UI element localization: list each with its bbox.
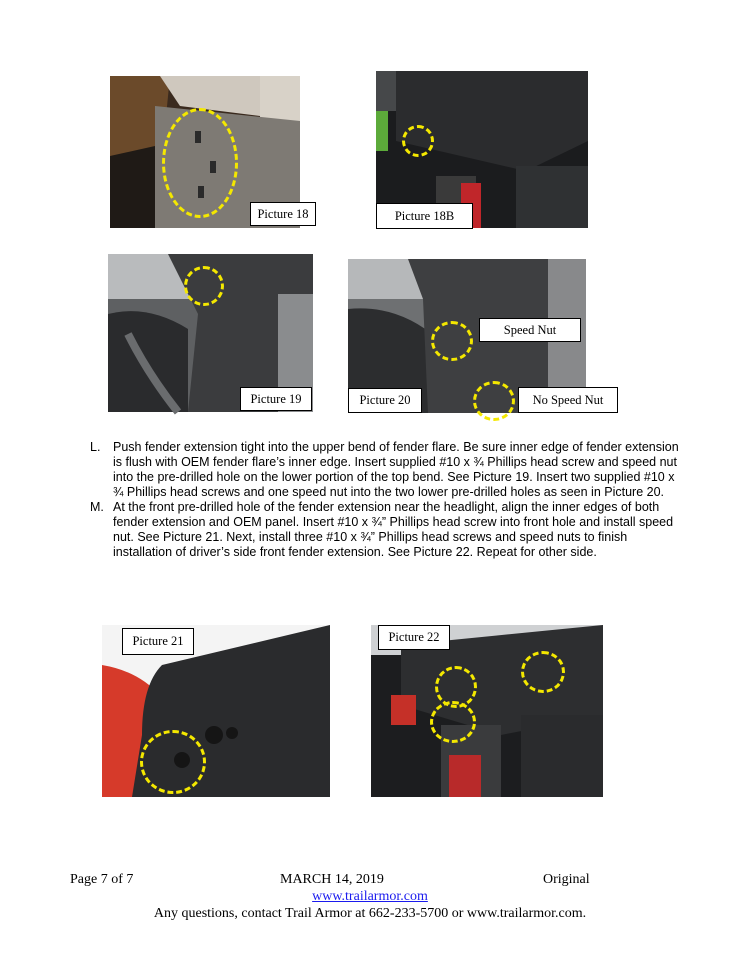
highlight-circle: [402, 125, 434, 157]
footer-page-number: Page 7 of 7: [70, 872, 134, 887]
highlight-circle: [431, 321, 473, 361]
footer-status: Original: [543, 872, 590, 887]
instruction-steps: [90, 440, 680, 560]
picture-18b-caption: Picture 18B: [376, 203, 473, 229]
highlight-circle: [430, 701, 476, 743]
footer-contact: Any questions, contact Trail Armor at 662-233-5700 or www.trailarmor.com.: [153, 906, 587, 921]
photo-picture-19: [108, 254, 313, 412]
step-m: [90, 500, 680, 560]
step-letter: L.: [90, 440, 101, 454]
step-l: [90, 440, 680, 500]
photo-picture-18b: [376, 71, 588, 228]
photo-picture-22: [371, 625, 603, 797]
highlight-circle: [473, 381, 515, 421]
photo-picture-20: [348, 259, 604, 413]
website-link[interactable]: www.trailarmor.com: [312, 889, 428, 904]
highlight-circle: [184, 266, 224, 306]
step-text: At the front pre-drilled hole of the fender extension near the headlight, align the inner edges of both fender extension and OEM panel. Insert #10 x ¾” Phillips head screw into front hole and install speed nut. See Picture 21. Next, install three #10 x ¾” Phillips head screws and speed nuts to finish installation of driver’s side front fender extension. See Picture 22. Repeat for other side.: [113, 500, 674, 559]
highlight-circle: [521, 651, 565, 693]
photo-picture-18: [110, 76, 309, 228]
highlight-circle: [140, 730, 206, 794]
footer-date: MARCH 14, 2019: [280, 872, 384, 887]
speed-nut-label: Speed Nut: [479, 318, 581, 342]
step-letter: M.: [90, 500, 104, 514]
picture-19-caption: Picture 19: [240, 387, 312, 411]
step-text: Push fender extension tight into the upper bend of fender flare. Be sure inner edge of fender extension is flush with OEM fender flare’s inner edge. Insert supplied #10 x ¾ Phillips head screw and speed nut into the pre-drilled hole on the lower portion of the top bend. See Picture 19. Insert two supplied #10 x ¾ Phillips head screws and one speed nut into the two lower pre-drilled holes as seen in Picture 20.: [113, 440, 679, 499]
highlight-circle: [162, 108, 238, 218]
no-speed-nut-label: No Speed Nut: [518, 387, 618, 413]
picture-22-caption: Picture 22: [378, 625, 450, 650]
footer-website-line: [0, 889, 740, 905]
picture-18-caption: Picture 18: [250, 202, 316, 226]
picture-20-caption: Picture 20: [348, 388, 422, 413]
photo-picture-21: [102, 625, 330, 797]
picture-21-caption: Picture 21: [122, 628, 194, 655]
